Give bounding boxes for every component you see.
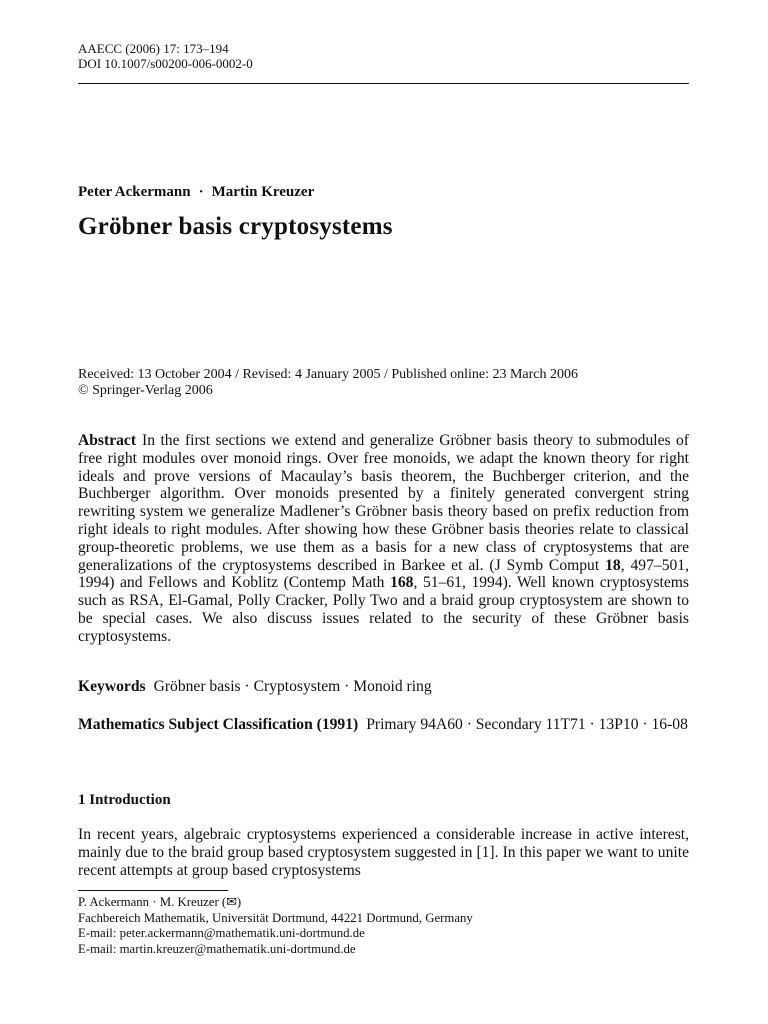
paper-title: Gröbner basis cryptosystems: [78, 213, 393, 240]
author-line: [78, 184, 314, 201]
footnote-email-2: E-mail: martin.kreuzer@mathematik.uni-dortmund.de: [78, 941, 356, 956]
keywords-label: Keywords: [78, 678, 146, 695]
author-separator: ·: [198, 184, 204, 200]
author-footnote: [78, 895, 473, 957]
author-ackermann: Peter Ackermann: [78, 184, 191, 200]
section-heading: 1 Introduction: [78, 792, 171, 808]
author-kreuzer: Martin Kreuzer: [211, 184, 315, 200]
abstract: [78, 432, 689, 646]
received-line: Received: 13 October 2004 / Revised: 4 January 2005 / Published online: 23 March 2006: [78, 367, 579, 382]
msc-label: Mathematics Subject Classification (1991): [78, 716, 359, 733]
abstract-text-2: , 497–501, 1994) and Fellows and Koblitz (Contemp Math: [78, 556, 689, 592]
keywords: [78, 678, 432, 696]
footnote-affiliation: Fachbereich Mathematik, Universität Dortmund, 44221 Dortmund, Germany: [78, 910, 473, 925]
footnote-email-1: E-mail: peter.ackermann@mathematik.uni-dortmund.de: [78, 926, 365, 940]
abstract-text-1: In the first sections we extend and generalize Gröbner basis theory to submodules of free right modules over monoid rings. Over free monoids, we adapt the known theory for right ideals and prove versions of Macaulay’s basis theorem, the Buchberger criterion, and the Buchberger algorithm. Over monoids presented by a finitely generated convergent string rewriting system we generalize Madlener’s Gröbner basis theory based on prefix reduction from right ideals to right modules. After showing how these Gröbner basis theories relate to classical group-theoretic problems, we use them as a basis for a new class of cryptosystems that are generalizations of the cryptosystems described in Barkee et al. (J Symb Comput: [78, 432, 689, 574]
footnote-rule: [78, 890, 228, 891]
journal-header: [78, 41, 253, 71]
doi: DOI 10.1007/s00200-006-0002-0: [78, 56, 253, 71]
journal-citation: AAECC (2006) 17: 173–194: [78, 41, 229, 56]
intro-paragraph: In recent years, algebraic cryptosystems experienced a considerable increase in active interest, mainly due to the braid group based cryptosystem suggested in [1]. In this paper we want to unite recent attempts at group based cryptosystems: [78, 826, 689, 879]
footnote-authors: P. Ackermann · M. Kreuzer (✉): [78, 895, 242, 909]
copyright-line: © Springer-Verlag 2006: [78, 383, 213, 398]
header-rule: [78, 83, 689, 84]
keywords-text: Gröbner basis · Cryptosystem · Monoid ring: [153, 678, 432, 695]
publication-dates: [78, 367, 578, 399]
subject-classification: [78, 716, 689, 734]
abstract-text-3: , 51–61, 1994). Well known cryptosystems such as RSA, El-Gamal, Polly Cracker, Polly Two and a braid group cryptosystem are shown to be special cases. We also discuss issues related to the security of these Gröbner basis cryptosystems.: [78, 574, 689, 645]
abstract-volume-1: 18: [605, 556, 621, 574]
msc-text: Primary 94A60 · Secondary 11T71 · 13P10 · 16-08: [366, 716, 688, 733]
abstract-volume-2: 168: [390, 574, 414, 592]
abstract-label: Abstract: [78, 432, 137, 449]
